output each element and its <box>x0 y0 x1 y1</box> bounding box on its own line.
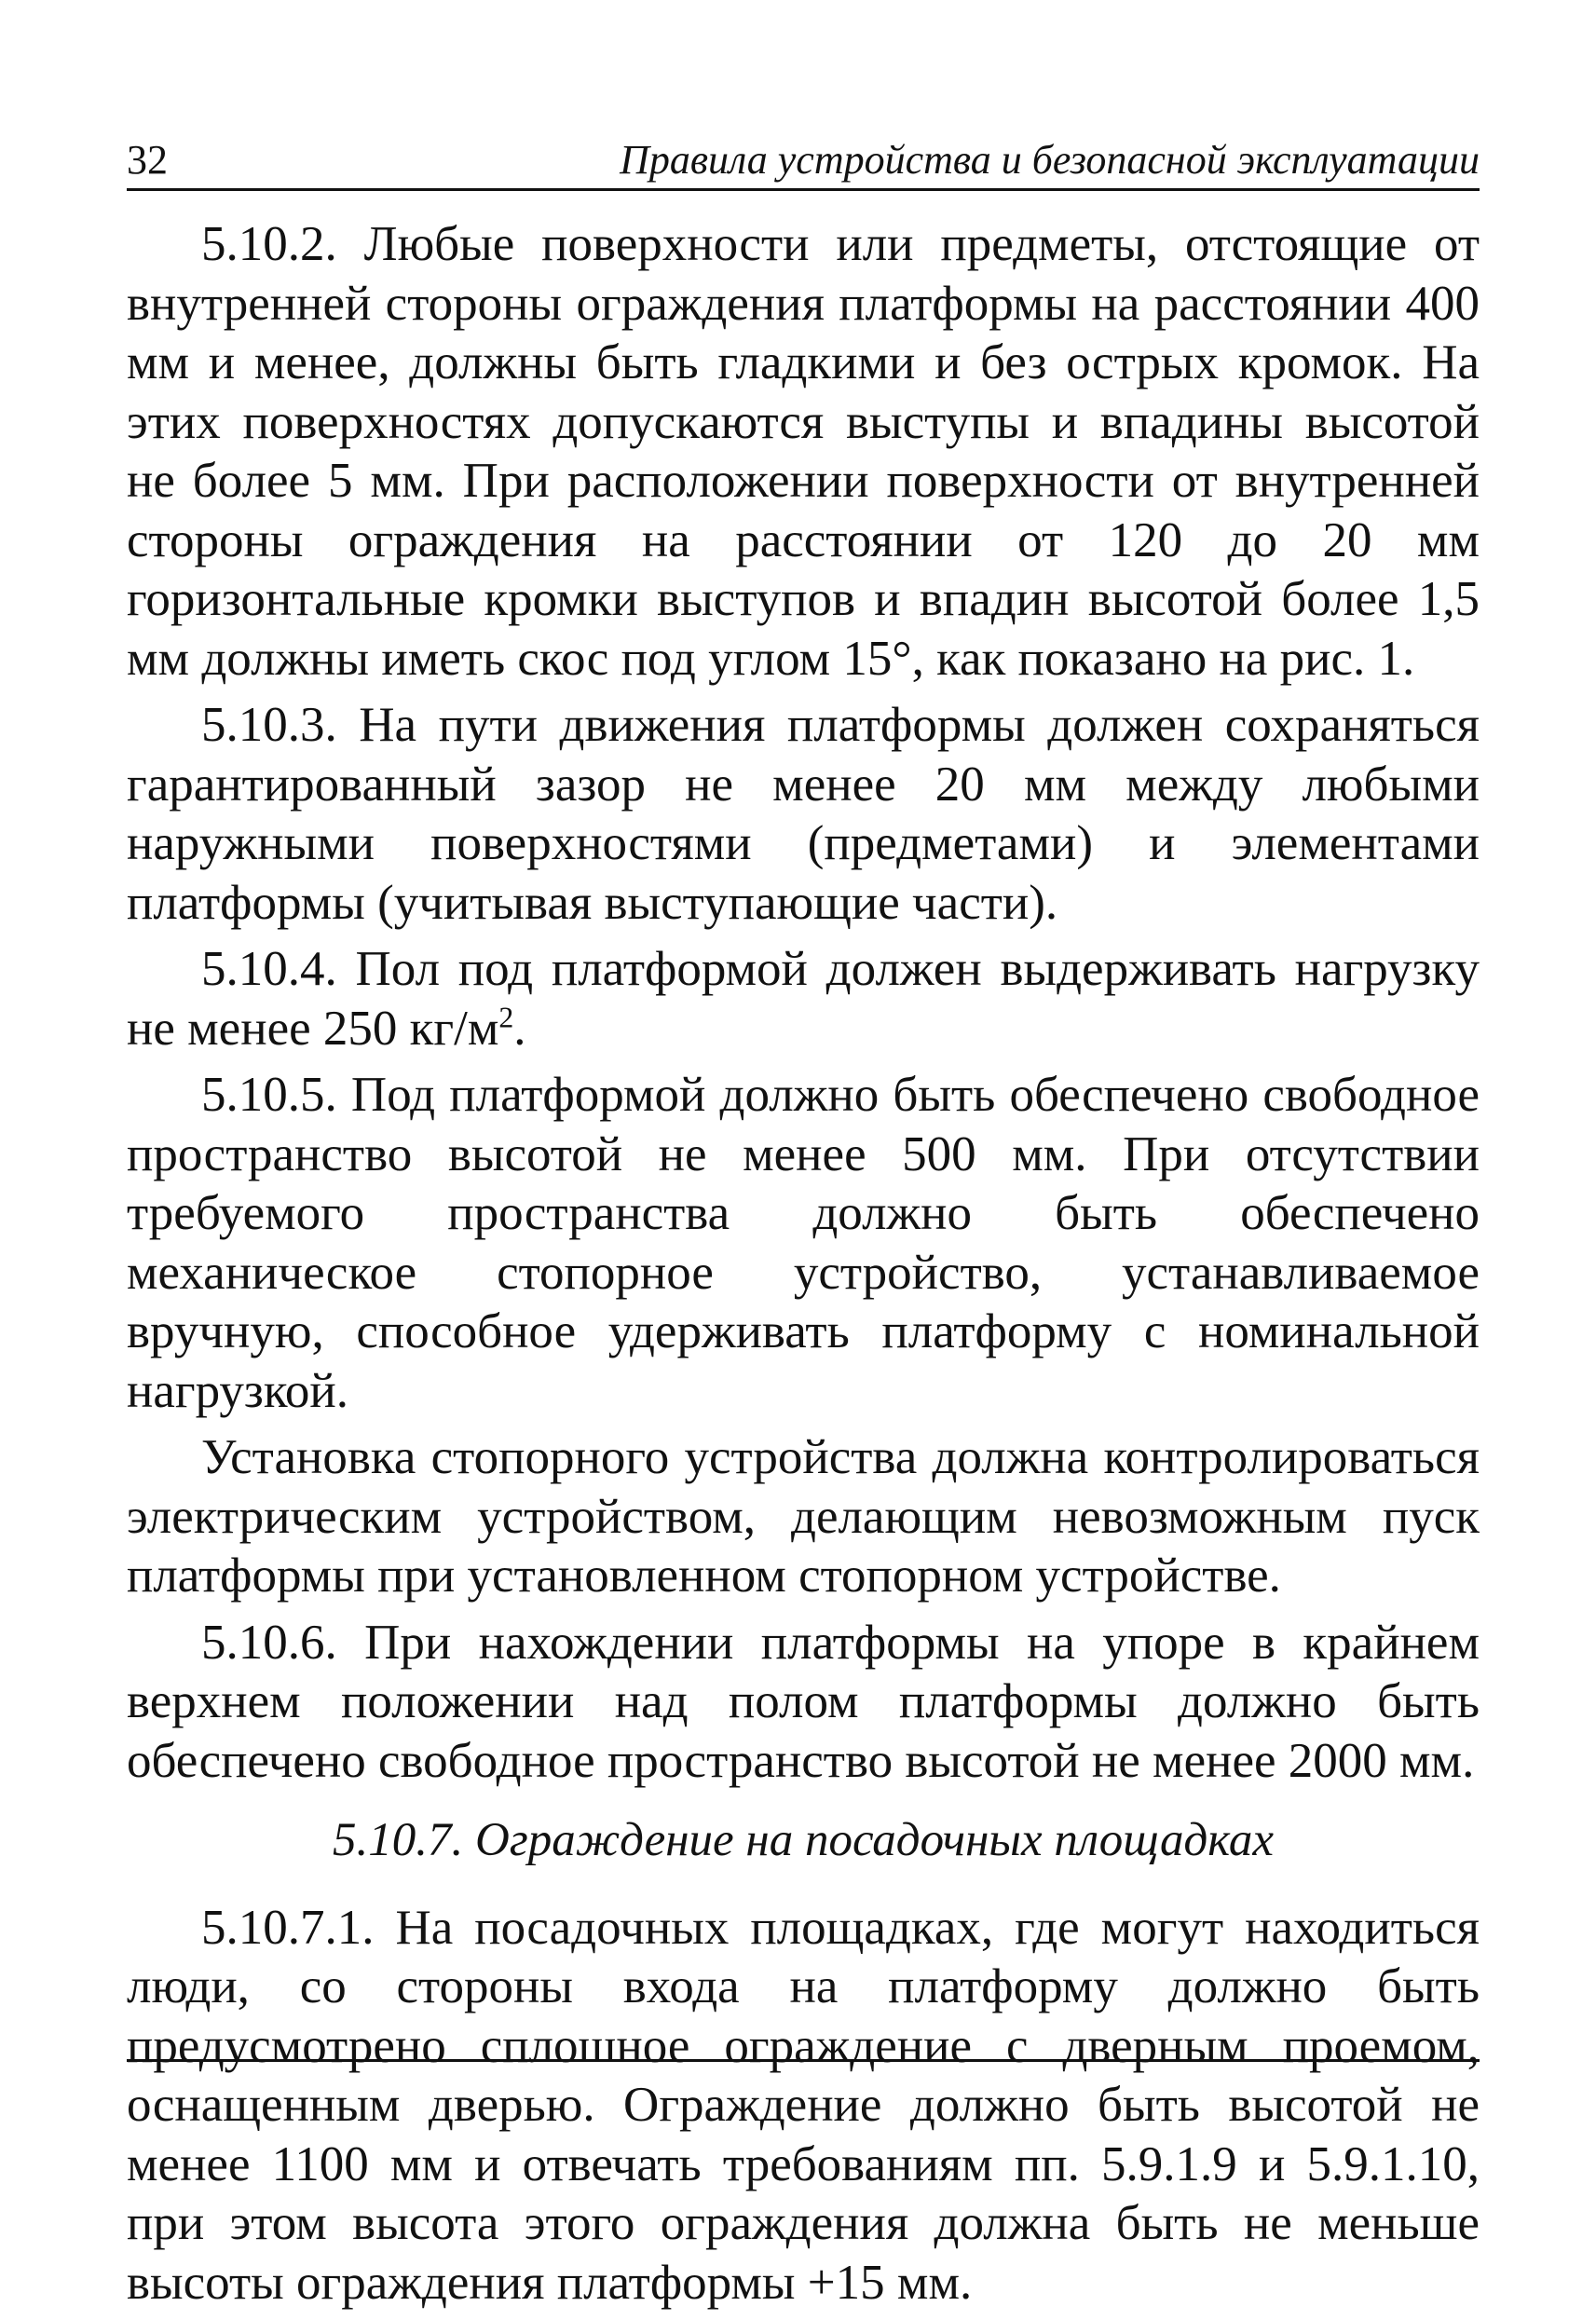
paragraph-5-10-2: 5.10.2. Любые поверхности или предметы, отстоящие от внутренней стороны ограждения платформы на расстоянии 400 мм и менее, должны быть гладкими и без острых кромок. На этих поверхностях допускаются выступы и впадины высотой не более 5 мм. При расположении поверхности от внутренней стороны ограждения на расстоянии от 120 до 20 мм горизонтальные кромки выступов и впадин высотой более 1,5 мм должны иметь скос под углом 15°, как показано на рис. 1. <box>127 217 1480 686</box>
document-page <box>127 130 1480 2320</box>
paragraph-5-10-4-text: 5.10.4. Пол под платформой должен выдерживать нагрузку не менее 250 кг/м <box>127 942 1480 1056</box>
paragraph-5-10-5-continued: Установка стопорного устройства должна контролироваться электрическим устройством, делающим невозможным пуск платформы при установленном стопорном устройстве. <box>127 1430 1480 1603</box>
bottom-rule <box>127 2059 1480 2062</box>
document-body <box>127 215 1480 2313</box>
paragraph-5-10-4 <box>127 940 1480 1058</box>
paragraph-5-10-5: 5.10.5. Под платформой должно быть обеспечено свободное пространство высотой не менее 500 мм. При отсутствии требуемого пространства должно быть обеспечено механическое стопорное устройство, устанавливаемое вручную, способное удерживать платформу с номинальной нагрузкой. <box>127 1068 1480 1418</box>
running-title: Правила устройства и безопасной эксплуатации <box>620 137 1480 183</box>
page-number: 32 <box>127 137 168 183</box>
running-header <box>127 130 1480 191</box>
section-heading-5-10-7: 5.10.7. Ограждение на посадочных площадках <box>333 1814 1274 1866</box>
paragraph-5-10-3: 5.10.3. На пути движения платформы должен сохраняться гарантированный зазор не менее 20 мм между любыми наружными поверхностями (предметами) и элементами платформы (учитывая выступающие части). <box>127 698 1480 930</box>
paragraph-5-10-7-1: 5.10.7.1. На посадочных площадках, где могут находиться люди, со стороны входа на платформу должно быть предусмотрено сплошное ограждение с дверным проемом, оснащенным дверью. Ограждение должно быть высотой не менее 1100 мм и отвечать требованиям пп. 5.9.1.9 и 5.9.1.10, при этом высота этого ограждения должна быть не меньше высоты ограждения платформы +15 мм. <box>127 1900 1480 2310</box>
paragraph-5-10-6: 5.10.6. При нахождении платформы на упоре в крайнем верхнем положении над полом платформы должно быть обеспечено свободное пространство высотой не менее 2000 мм. <box>127 1615 1480 1788</box>
paragraph-5-10-4-end: . <box>513 1001 526 1056</box>
superscript-2: 2 <box>498 1000 514 1033</box>
